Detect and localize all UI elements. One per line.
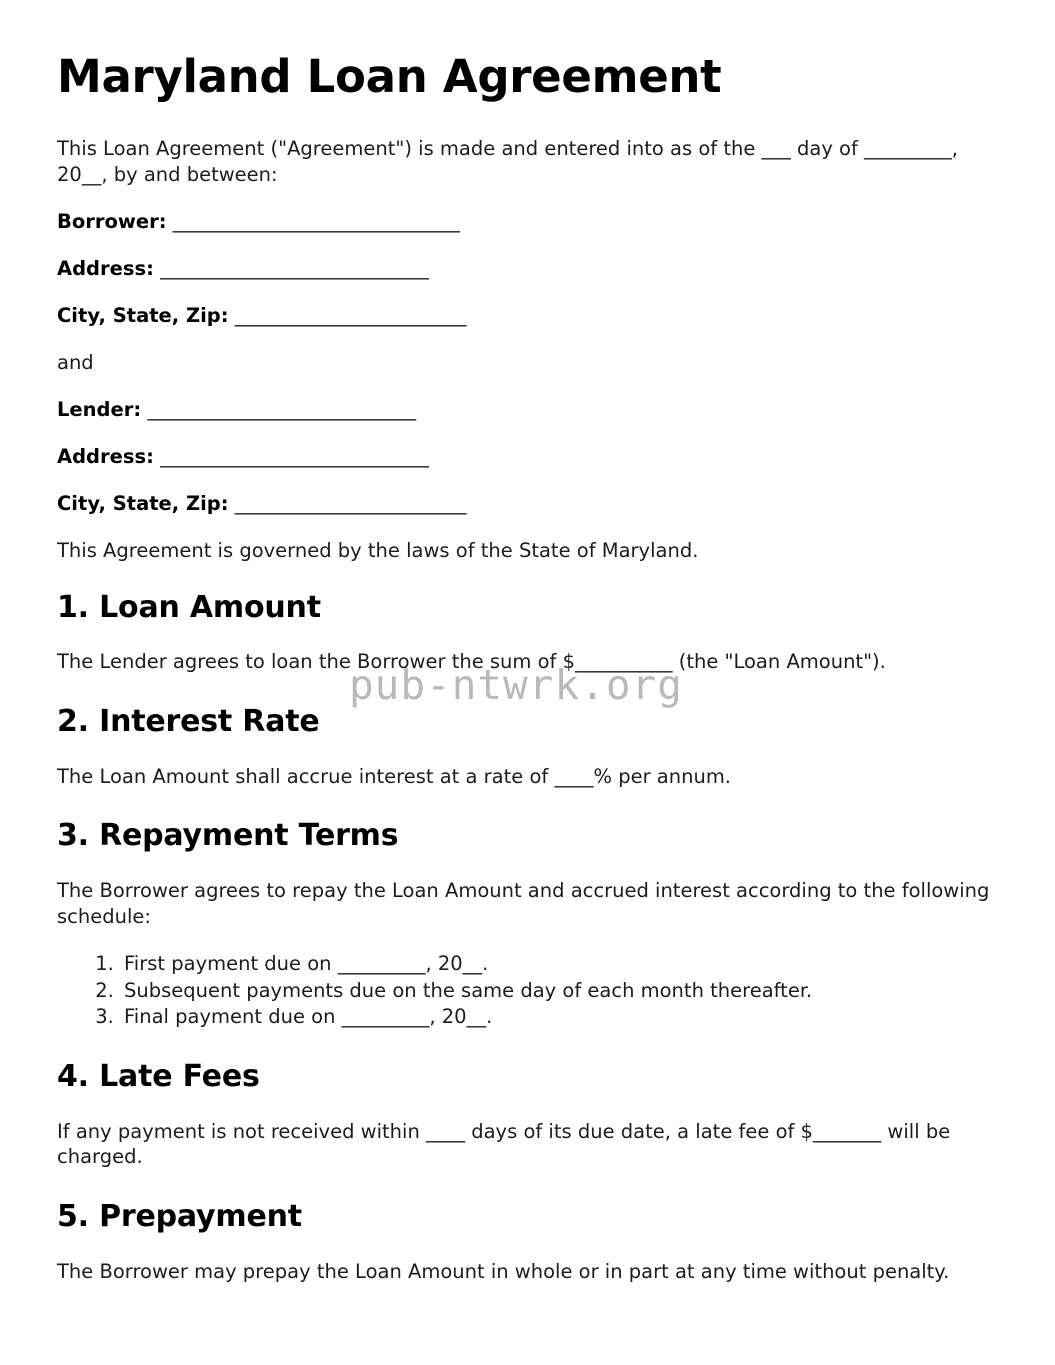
section-body-loan-amount: The Lender agrees to loan the Borrower the sum of $__________ (the "Loan Amount").: [57, 650, 886, 674]
list-item: 3. Final payment due on _________, 20__.: [120, 1004, 998, 1030]
section-body-repayment-terms: The Borrower agrees to repay the Loan Amount and accrued interest according to the following schedule:: [57, 878, 990, 928]
lender-city-state-zip-label: City, State, Zip:: [57, 491, 229, 515]
borrower-name-field: [57, 209, 998, 235]
section-body-late-fees: If any payment is not received within ____ days of its due date, a late fee of $_______ will be charged.: [57, 1119, 951, 1169]
borrower-address-field: [57, 256, 998, 282]
site-watermark: pub-ntwrk.org: [349, 661, 683, 709]
section-heading-repayment-terms: 3. Repayment Terms: [57, 818, 399, 854]
lender-name-blank[interactable]: _____________________________: [147, 397, 416, 421]
section-body-interest-rate: The Loan Amount shall accrue interest at a rate of ____% per annum.: [57, 764, 732, 788]
repayment-schedule-list: [57, 951, 998, 1030]
governing-law-paragraph: This Agreement is governed by the laws of the State of Maryland.: [57, 538, 699, 562]
section-heading-prepayment: 5. Prepayment: [57, 1199, 302, 1235]
lender-address-blank[interactable]: _____________________________: [160, 444, 429, 468]
borrower-address-label: Address:: [57, 257, 154, 281]
borrower-city-state-zip-label: City, State, Zip:: [57, 304, 229, 328]
section-heading-late-fees: 4. Late Fees: [57, 1059, 260, 1094]
lender-address-field: [57, 444, 998, 470]
page-title: Maryland Loan Agreement: [57, 50, 722, 103]
borrower-name-label: Borrower:: [57, 210, 167, 234]
section-body-prepayment: The Borrower may prepay the Loan Amount in whole or in part at any time without penalty.: [57, 1259, 950, 1283]
list-item: 2. Subsequent payments due on the same day of each month thereafter.: [120, 978, 998, 1004]
lender-name-field: [57, 397, 998, 423]
borrower-address-blank[interactable]: _____________________________: [160, 257, 429, 281]
parties-conjunction: and: [57, 351, 94, 374]
lender-city-state-zip-blank[interactable]: _________________________: [234, 491, 467, 515]
lender-address-label: Address:: [57, 444, 154, 468]
intro-paragraph: This Loan Agreement ("Agreement") is made and entered into as of the ___ day of _________, 20__, by and between:: [57, 137, 958, 187]
borrower-city-state-zip-field: [57, 303, 998, 329]
section-heading-interest-rate: 2. Interest Rate: [57, 704, 320, 740]
section-heading-loan-amount: 1. Loan Amount: [57, 589, 321, 625]
lender-city-state-zip-field: [57, 491, 998, 517]
lender-name-label: Lender:: [57, 397, 142, 421]
borrower-name-blank[interactable]: _______________________________: [172, 210, 460, 234]
borrower-city-state-zip-blank[interactable]: _________________________: [234, 304, 467, 328]
list-item: 1. First payment due on _________, 20__.: [120, 951, 998, 977]
